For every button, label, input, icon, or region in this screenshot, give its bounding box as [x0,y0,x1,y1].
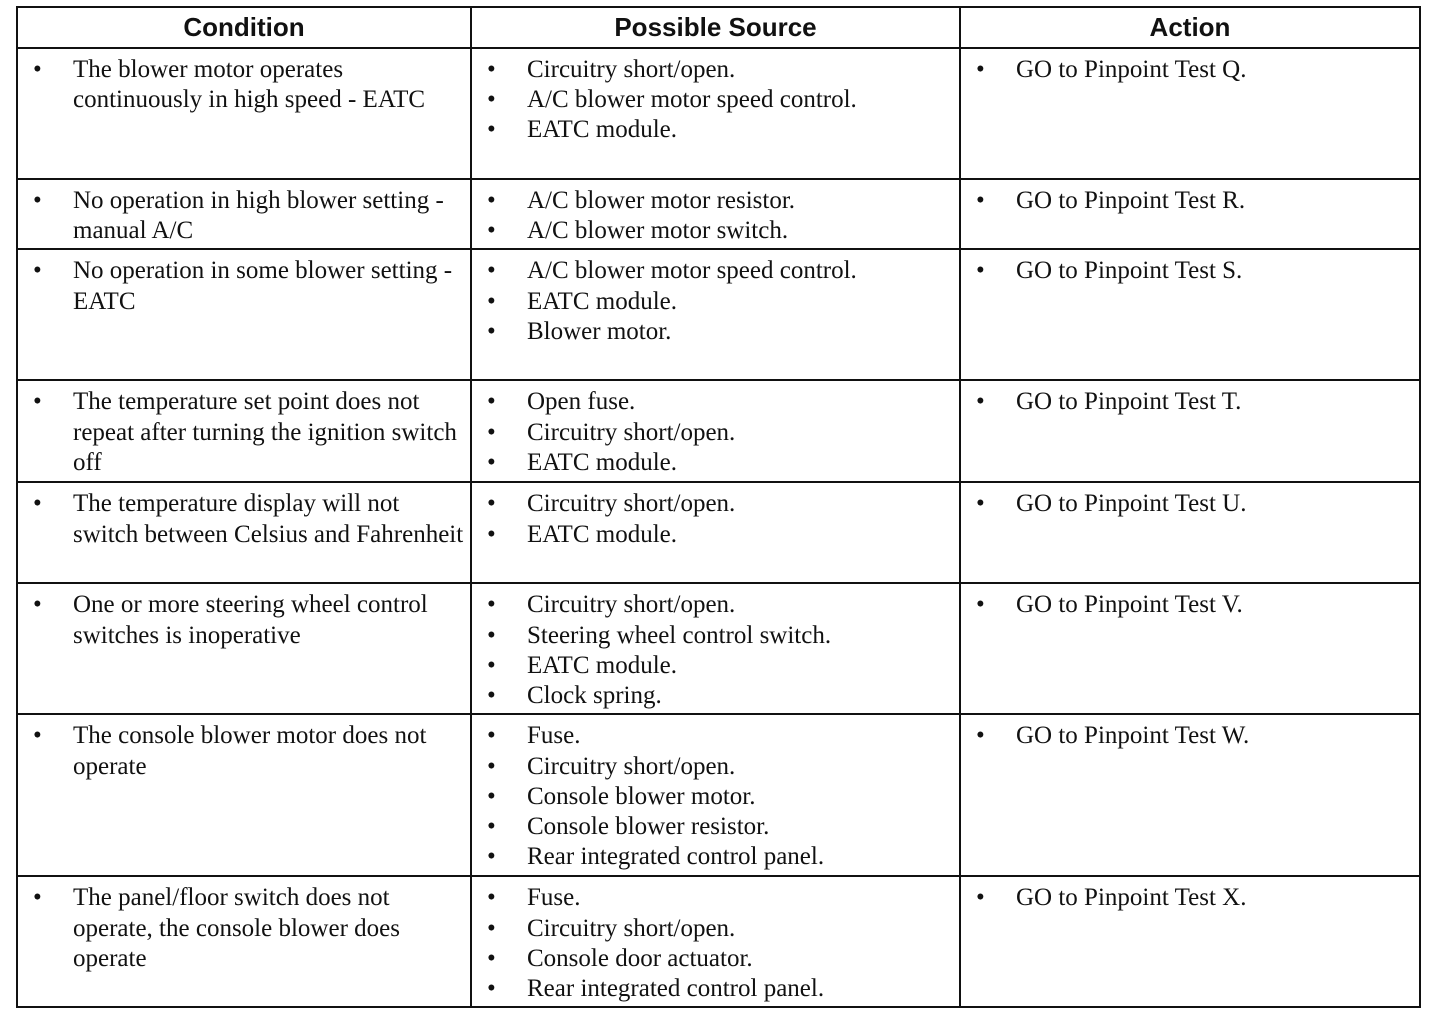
source-cell [471,876,960,1007]
action-cell [960,179,1420,249]
source-item: • Fuse. [478,883,953,913]
source-item: • Circuitry short/open. [478,55,953,85]
action-cell [960,482,1420,583]
condition-text: • No operation in some blower setting - EATC [24,256,464,316]
table-row [17,482,1420,583]
table-row [17,48,1420,179]
source-item: • EATC module. [478,520,953,550]
action-text: • GO to Pinpoint Test T. [967,387,1413,417]
source-item: • A/C blower motor speed control. [478,85,953,115]
source-item: • A/C blower motor switch. [478,216,953,246]
table-row [17,583,1420,714]
action-cell [960,48,1420,179]
diagnosis-table [16,6,1421,1008]
condition-text: • One or more steering wheel control switches is inoperative [24,590,464,650]
action-text: • GO to Pinpoint Test W. [967,721,1413,751]
source-item: • Steering wheel control switch. [478,621,953,651]
action-cell [960,714,1420,876]
condition-cell [17,714,471,876]
condition-cell [17,482,471,583]
action-text: • GO to Pinpoint Test Q. [967,55,1413,85]
action-text: • GO to Pinpoint Test V. [967,590,1413,620]
source-item: • EATC module. [478,287,953,317]
condition-text: • The console blower motor does not operate [24,721,464,781]
source-item: • EATC module. [478,448,953,478]
header-row [17,7,1420,48]
condition-cell [17,583,471,714]
source-item: • Rear integrated control panel. [478,974,953,1004]
source-cell [471,714,960,876]
condition-cell [17,249,471,380]
condition-cell [17,48,471,179]
header-condition: Condition [17,7,471,48]
header-possible-source: Possible Source [471,7,960,48]
condition-text: • No operation in high blower setting - manual A/C [24,186,464,246]
source-item: • A/C blower motor speed control. [478,256,953,286]
action-cell [960,876,1420,1007]
condition-text: • The blower motor operates continuously in high speed - EATC [24,55,464,115]
action-cell [960,583,1420,714]
table-row [17,380,1420,482]
source-cell [471,179,960,249]
table-row [17,249,1420,380]
action-text: • GO to Pinpoint Test X. [967,883,1413,913]
source-cell [471,249,960,380]
action-cell [960,249,1420,380]
source-item: • Circuitry short/open. [478,489,953,519]
source-item: • Circuitry short/open. [478,752,953,782]
source-item: • Fuse. [478,721,953,751]
source-item: • Blower motor. [478,317,953,347]
source-item: • Open fuse. [478,387,953,417]
source-item: • Clock spring. [478,681,953,711]
action-text: • GO to Pinpoint Test U. [967,489,1413,519]
condition-text: • The panel/floor switch does not operate, the console blower does operate [24,883,464,974]
source-cell [471,48,960,179]
condition-cell [17,876,471,1007]
table-row [17,714,1420,876]
action-text: • GO to Pinpoint Test R. [967,186,1413,216]
source-cell [471,380,960,482]
condition-text: • The temperature set point does not repeat after turning the ignition switch off [24,387,464,478]
condition-cell [17,179,471,249]
action-text: • GO to Pinpoint Test S. [967,256,1413,286]
source-item: • A/C blower motor resistor. [478,186,953,216]
condition-cell [17,380,471,482]
source-cell [471,583,960,714]
source-item: • EATC module. [478,651,953,681]
action-cell [960,380,1420,482]
source-item: • Circuitry short/open. [478,590,953,620]
source-item: • Circuitry short/open. [478,914,953,944]
source-item: • Circuitry short/open. [478,418,953,448]
table-row [17,876,1420,1007]
source-cell [471,482,960,583]
table-row [17,179,1420,249]
source-item: • Console door actuator. [478,944,953,974]
source-item: • Rear integrated control panel. [478,842,953,872]
source-item: • Console blower motor. [478,782,953,812]
condition-text: • The temperature display will not switch between Celsius and Fahrenheit [24,489,464,549]
source-item: • EATC module. [478,115,953,145]
header-action: Action [960,7,1420,48]
source-item: • Console blower resistor. [478,812,953,842]
